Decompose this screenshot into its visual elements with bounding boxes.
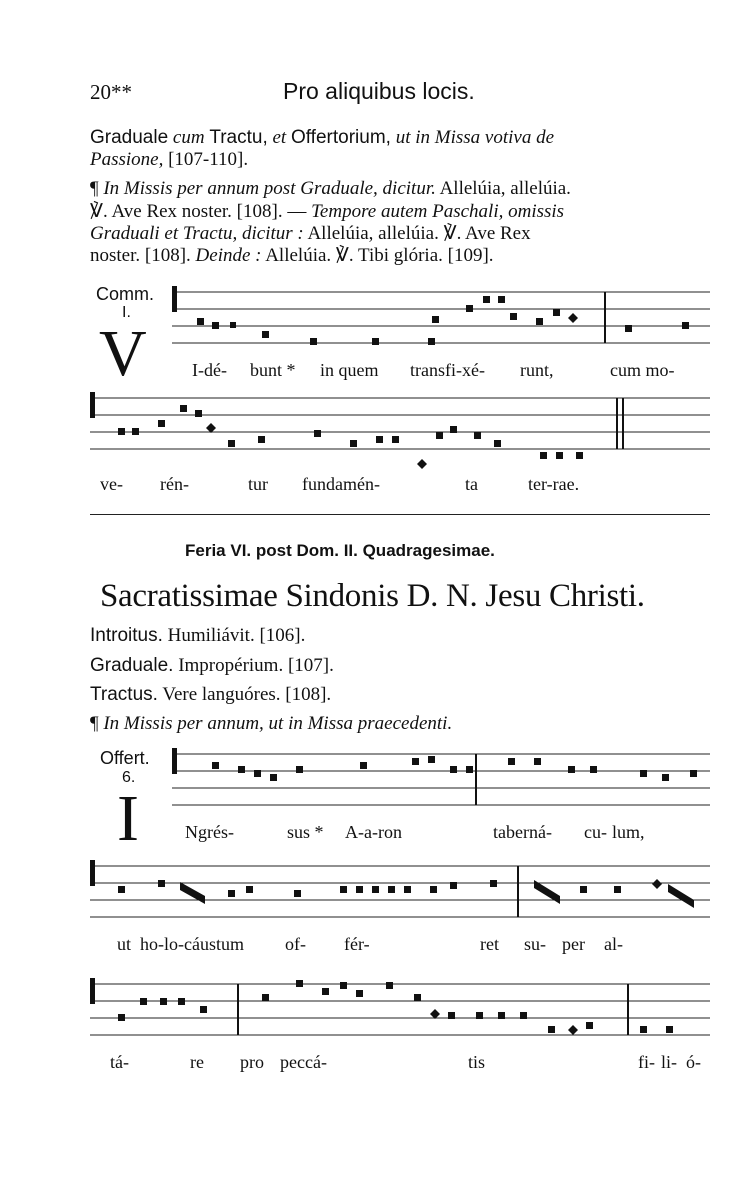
offert-lyric-20: fi- <box>638 1052 655 1072</box>
graduali-text: Graduali et Tractu, dicitur : <box>90 223 304 244</box>
offert-initial: I <box>117 782 139 855</box>
comm-lyric-2: bunt * <box>250 360 296 380</box>
offert-lyric-3: A-a-ron <box>345 822 402 842</box>
introitus-label: Introitus. <box>90 625 163 646</box>
tractus-label: Tractus. <box>90 684 158 705</box>
feria-heading: Feria VI. post Dom. II. Quadragesimae. <box>185 541 495 560</box>
comm-initial: V <box>99 317 147 390</box>
et-word: et <box>272 127 287 148</box>
missa-votiva-text: ut in Missa votiva de <box>395 127 554 148</box>
cum-word: cum <box>172 127 205 148</box>
comm-lyric-3: in quem <box>320 360 379 380</box>
offert-lyric-14: al- <box>604 934 623 954</box>
page-number: 20** <box>90 80 132 104</box>
offertorium-word: Offertorium, <box>290 127 391 148</box>
introitus-text: Humiliávit. [106]. <box>167 625 306 646</box>
offert-lyric-12: su- <box>524 934 546 954</box>
tempore-text: Tempore autem Paschali, omissis <box>311 201 565 222</box>
offert-label: Offert. <box>100 748 150 768</box>
offert-lyric-4: taberná- <box>493 822 552 842</box>
passione-word: Passione, <box>90 149 164 170</box>
rubric-per-annum-text: In Missis per annum, ut in Missa praecedenti. <box>103 713 453 734</box>
comm-lyric-1: I-dé- <box>192 360 227 380</box>
comm-lyric-8: rén- <box>160 474 189 494</box>
alleluia-text: Allelúia, allelúia. <box>439 178 571 199</box>
offert-lyric-13: per <box>562 934 585 954</box>
noster-text: noster. [108]. <box>90 245 191 266</box>
offert-lyric-15: tá- <box>110 1052 129 1072</box>
tractu-word: Tractu, <box>209 127 268 148</box>
tibi-gloria-text: Allelúia. ℣. Tibi glória. [109]. <box>265 245 494 266</box>
offert-lyric-22: ó- <box>686 1052 701 1072</box>
comm-lyric-4: transfi-xé- <box>410 360 485 380</box>
feast-title: Sacratissimae Sindonis D. N. Jesu Christi. <box>100 578 645 614</box>
rubric-per-annum <box>90 713 710 734</box>
proper-graduale <box>90 655 710 676</box>
comm-lyric-10: fundamén- <box>302 474 380 494</box>
offert-lyric-19: tis <box>468 1052 486 1072</box>
offert-lyric-2: sus * <box>287 822 324 842</box>
comm-lyric-7: ve- <box>100 474 123 494</box>
offert-lyric-9: of- <box>285 934 306 954</box>
graduale-label: Graduale <box>90 127 169 148</box>
tractus-text: Vere languóres. [108]. <box>162 684 332 705</box>
running-title: Pro aliquibus locis. <box>283 78 475 104</box>
offert-lyric-6: lum, <box>612 822 645 842</box>
alleluia-versicle-text: Allelúia, allelúia. ℣. Ave Rex <box>307 223 531 244</box>
proper-tractus <box>90 684 710 705</box>
comm-lyric-11: ta <box>465 474 478 494</box>
offert-lyric-10: fér- <box>344 934 370 954</box>
offert-lyric-16: re <box>190 1052 204 1072</box>
offert-lyric-5: cu- <box>584 822 607 842</box>
offert-lyric-11: ret <box>480 934 499 954</box>
graduale-label-2: Graduale. <box>90 655 174 676</box>
offert-lyric-8: ho-lo-cáustum <box>140 934 244 954</box>
offert-lyric-7: ut <box>117 934 132 954</box>
deinde-text: Deinde : <box>195 245 262 266</box>
offert-lyric-18: peccá- <box>280 1052 327 1072</box>
comm-lyric-5: runt, <box>520 360 554 380</box>
offert-mode: 6. <box>122 769 136 786</box>
comm-mode: I. <box>122 304 131 321</box>
comm-lyric-12: ter-rae. <box>528 474 580 494</box>
page-ref: [107-110]. <box>168 149 249 170</box>
graduale-text-2: Impropérium. [107]. <box>178 655 334 676</box>
offert-lyric-17: pro <box>240 1052 264 1072</box>
comm-lyric-6: cum mo- <box>610 360 675 380</box>
pilcrow-icon: ¶ <box>90 178 99 199</box>
versicle-text: ℣. Ave Rex noster. [108]. — <box>90 201 307 222</box>
comm-label: Comm. <box>96 284 154 304</box>
offert-lyric-21: li- <box>661 1052 677 1072</box>
pilcrow-icon: ¶ <box>90 713 99 734</box>
proper-introitus <box>90 625 710 646</box>
section-divider <box>90 514 710 515</box>
rubric-text: In Missis per annum post Graduale, dicitur. <box>103 178 436 199</box>
comm-lyric-9: tur <box>248 474 268 494</box>
offert-lyric-1: Ngrés- <box>185 822 234 842</box>
